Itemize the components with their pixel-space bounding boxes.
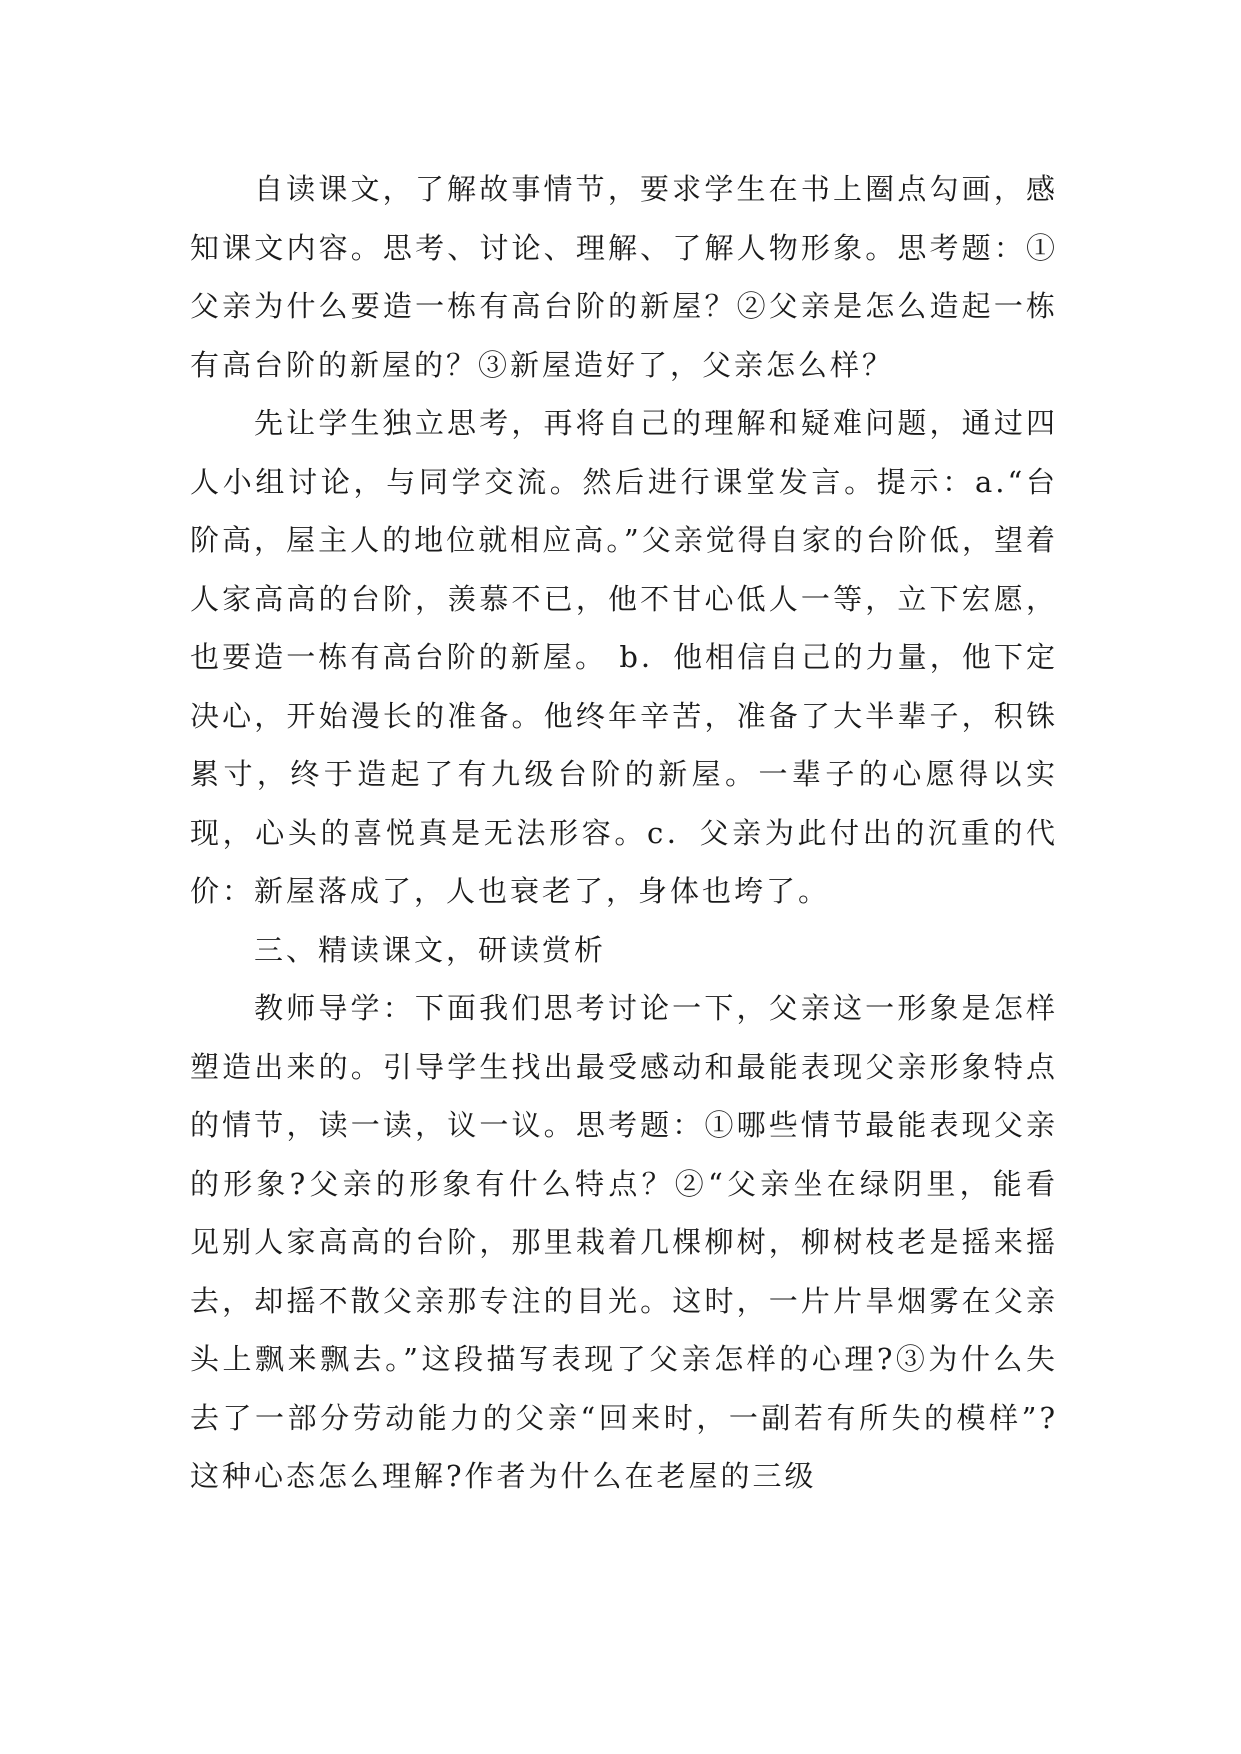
section-heading-close-reading: 三、精读课文，研读赏析 xyxy=(254,932,607,967)
paragraph-discussion-hints: 先让学生独立思考，再将自己的理解和疑难问题，通过四人小组讨论，与同学交流。然后进行课堂发言。提示：a.“台阶高，屋主人的地位就相应高。”父亲觉得自家的台阶低，望着人家高高的台阶，羡慕不已，他不甘心低人一等，立下宏愿，也要造一栋有高台阶的新屋。 b．他相信自己的力量，他下定决心，开始漫长的准备。他终年辛苦，准备了大半辈子，积铢累寸，终于造起了有九级台阶的新屋。一辈子的心愿得以实现，心头的喜悦真是无法形容。c．父亲为此付出的沉重的代价：新屋落成了，人也衰老了，身体也垮了。 xyxy=(190,406,1058,908)
document-body xyxy=(190,160,1058,1506)
paragraph-teacher-guidance: 教师导学：下面我们思考讨论一下，父亲这一形象是怎样塑造出来的。引导学生找出最受感动和最能表现父亲形象特点的情节，读一读，议一议。思考题：①哪些情节最能表现父亲的形象?父亲的形象有什么特点？②“父亲坐在绿阴里，能看见别人家高高的台阶，那里栽着几棵柳树，柳树枝老是摇来摇去，却摇不散父亲那专注的目光。这时，一片片旱烟雾在父亲头上飘来飘去。”这段描写表现了父亲怎样的心理?③为什么失去了一部分劳动能力的父亲“回来时，一副若有所失的模样”?这种心态怎么理解?作者为什么在老屋的三级 xyxy=(190,991,1058,1493)
paragraph-reading-task: 自读课文，了解故事情节，要求学生在书上圈点勾画，感知课文内容。思考、讨论、理解、了解人物形象。思考题：①父亲为什么要造一栋有高台阶的新屋？②父亲是怎么造起一栋有高台阶的新屋的？③新屋造好了，父亲怎么样？ xyxy=(190,172,1058,382)
